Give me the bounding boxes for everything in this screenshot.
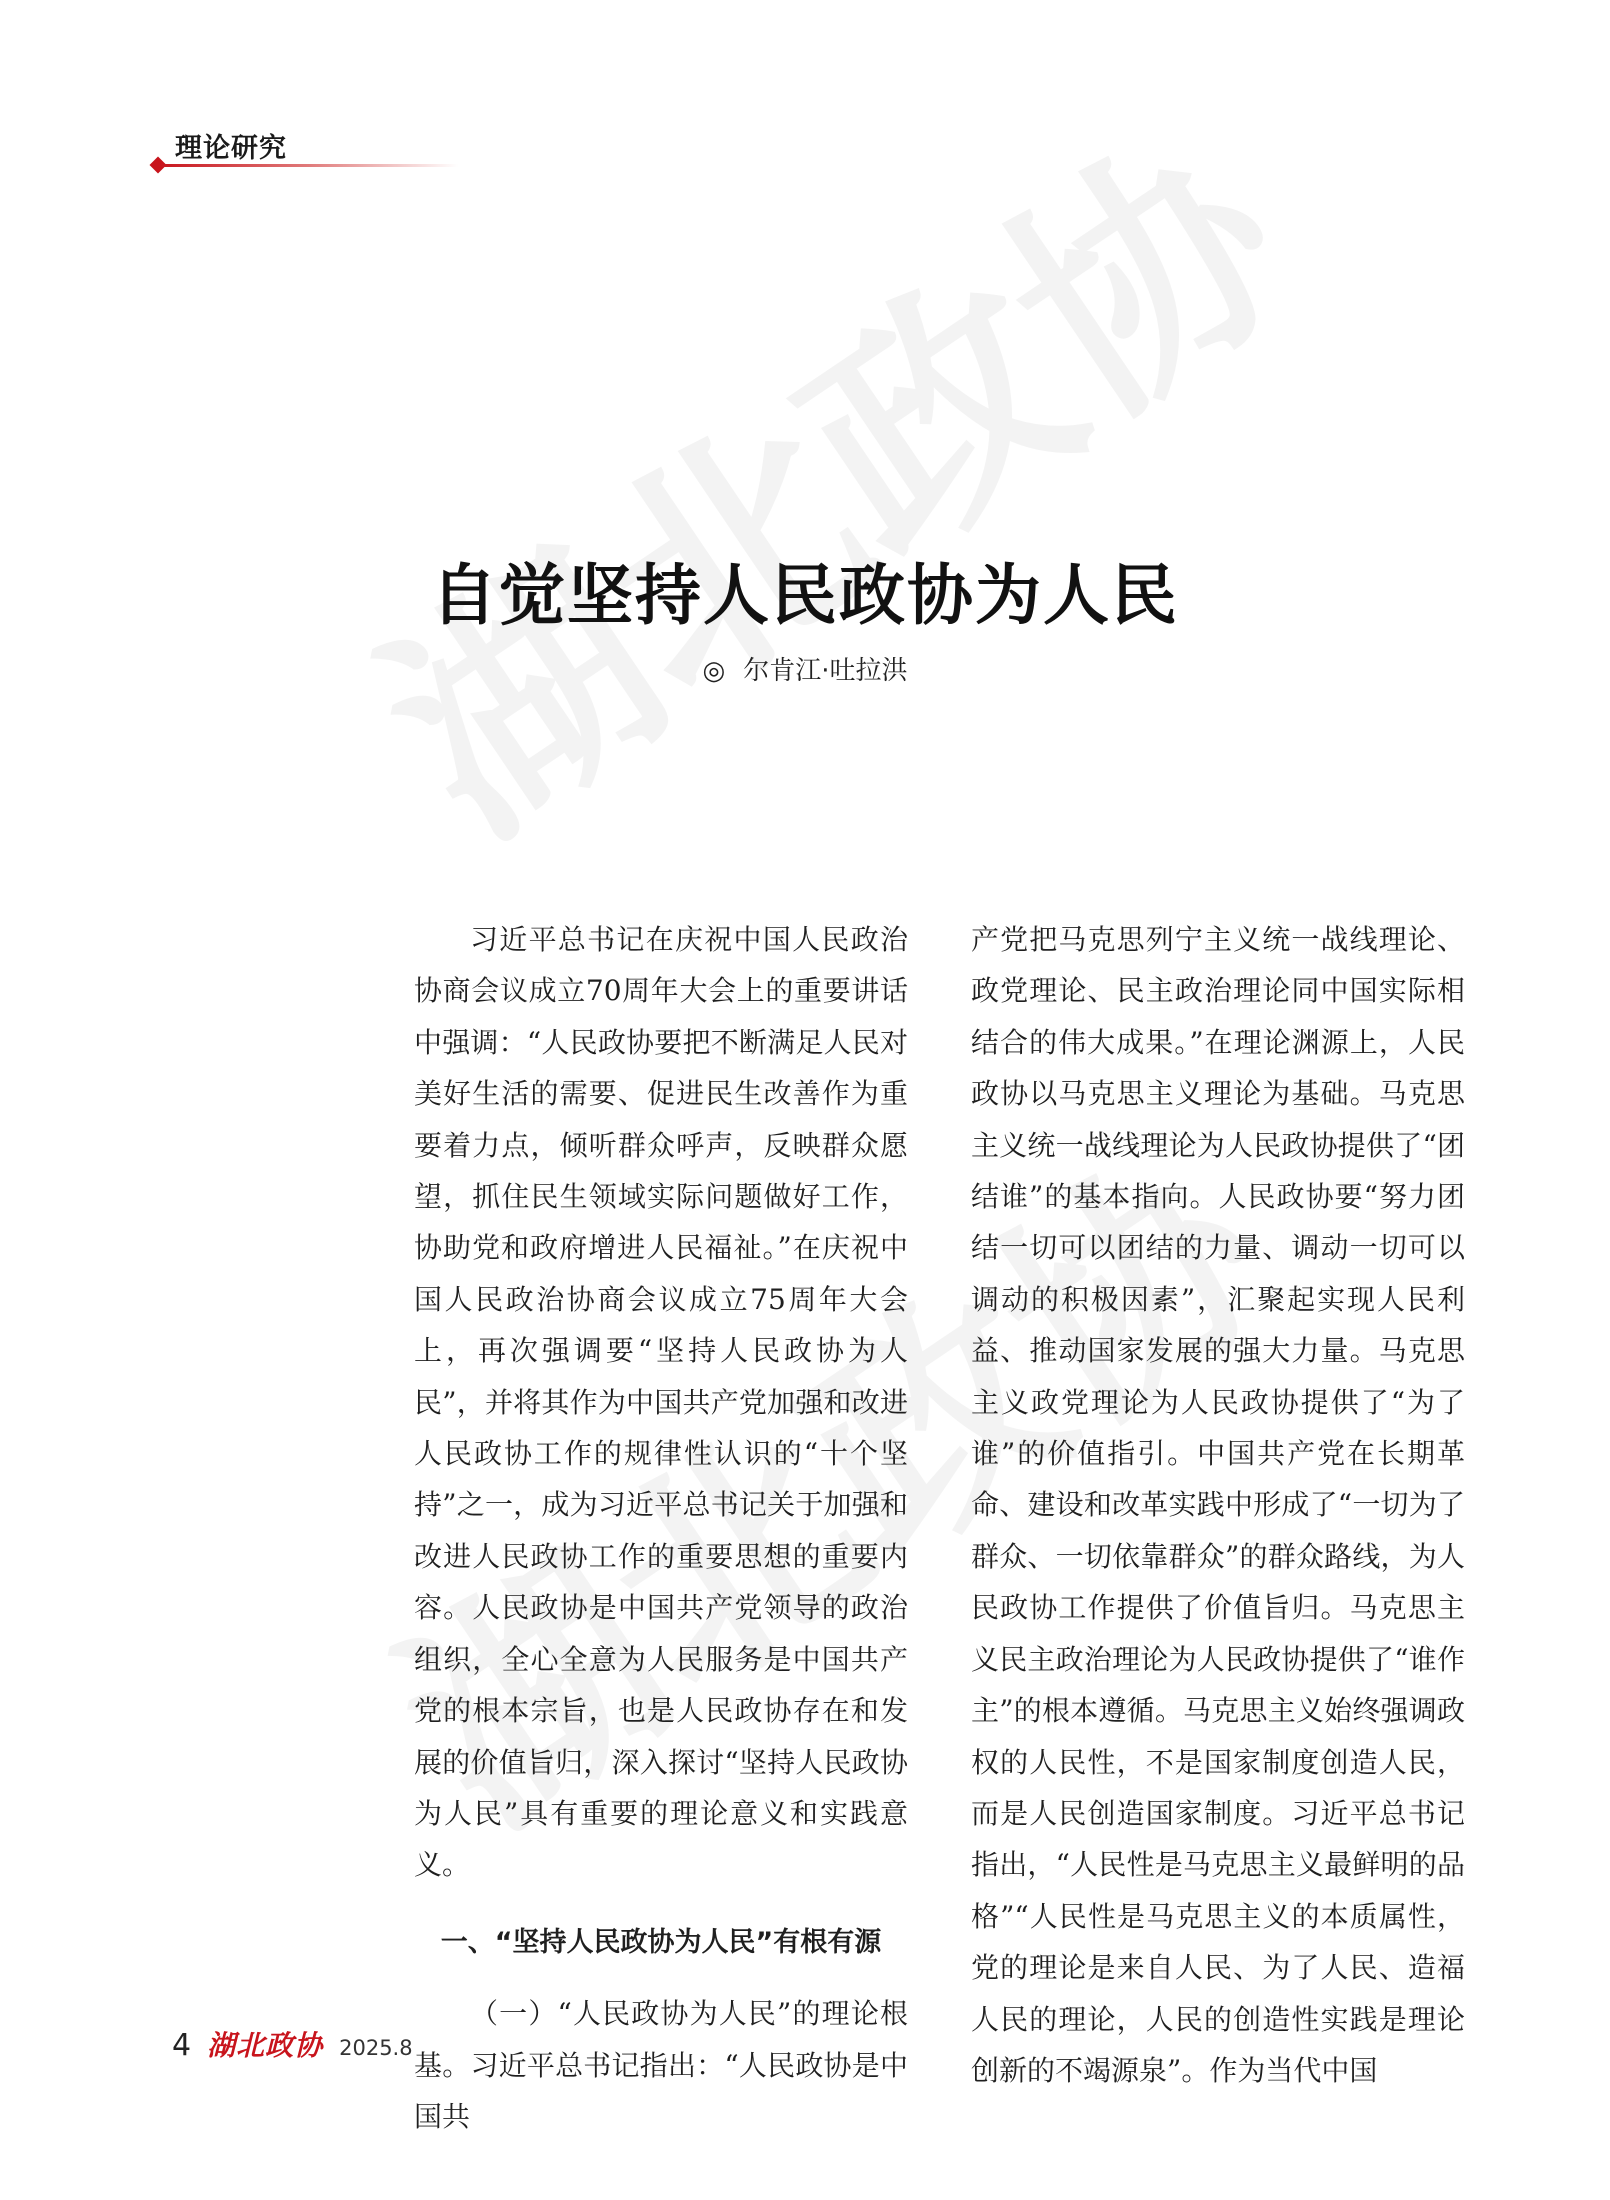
subheading-theory: （一）“人民政协为人民”的理论根基。: [414, 1997, 908, 2082]
paragraph-theory-text: 习近平总书记指出：“人民政协是中国共: [414, 2048, 908, 2133]
section-rule: [158, 164, 458, 167]
left-column: [414, 914, 908, 2142]
section-label: 理论研究: [175, 133, 287, 164]
byline: [0, 650, 1610, 687]
issue-number: 2025.8: [339, 2036, 413, 2060]
author-name: 尔肯江·吐拉洪: [743, 656, 908, 686]
paragraph-theory: [414, 1988, 908, 2142]
section-heading: 一、“坚持人民政协为人民”有根有源: [440, 1926, 882, 1958]
page-number: 4: [172, 2028, 192, 2063]
watermark-upper: [310, 41, 1340, 899]
article-title: 自觉坚持人民政协为人民: [431, 556, 1179, 634]
page-footer: [172, 2024, 413, 2064]
paragraph-intro: 习近平总书记在庆祝中国人民政治协商会议成立70周年大会上的重要讲话中强调：“人民政协要把不断满足人民对美好生活的需要、促进民生改善作为重要着力点，倾听群众呼声，反映群众愿望，抓住民生领域实际问题做好工作，协助党和政府增进人民福祉。”在庆祝中国人民政治协商会议成立75周年大会上，再次强调要“坚持人民政协为人民”，并将其作为中国共产党加强和改进人民政协工作的规律性认识的“十个坚持”之一，成为习近平总书记关于加强和改进人民政协工作的重要思想的重要内容。人民政协是中国共产党领导的政治组织，全心全意为人民服务是中国共产党的根本宗旨，也是人民政协存在和发展的价值旨归，深入探讨“坚持人民政协为人民”具有重要的理论意义和实践意义。: [414, 923, 908, 1882]
right-column: [971, 914, 1465, 2096]
byline-mark-icon: ◎: [702, 656, 726, 686]
paragraph-continued: 产党把马克思列宁主义统一战线理论、政党理论、民主政治理论同中国实际相结合的伟大成果。”在理论渊源上，人民政协以马克思主义理论为基础。马克思主义统一战线理论为人民政协提供了“团结谁”的基本指向。人民政协要“努力团结一切可以团结的力量、调动一切可以调动的积极因素”，汇聚起实现人民利益、推动国家发展的强大力量。马克思主义政党理论为人民政协提供了“为了谁”的价值指引。中国共产党在长期革命、建设和改革实践中形成了“一切为了群众、一切依靠群众”的群众路线，为人民政协工作提供了价值旨归。马克思主义民主政治理论为人民政协提供了“谁作主”的根本遵循。马克思主义始终强调政权的人民性，不是国家制度创造人民，而是人民创造国家制度。习近平总书记指出，“人民性是马克思主义最鲜明的品格”“人民性是马克思主义的本质属性，党的理论是来自人民、为了人民、造福人民的理论，人民的创造性实践是理论创新的不竭源泉”。作为当代中国: [971, 923, 1465, 2087]
magazine-logo: 湖北政协: [207, 2029, 324, 2062]
